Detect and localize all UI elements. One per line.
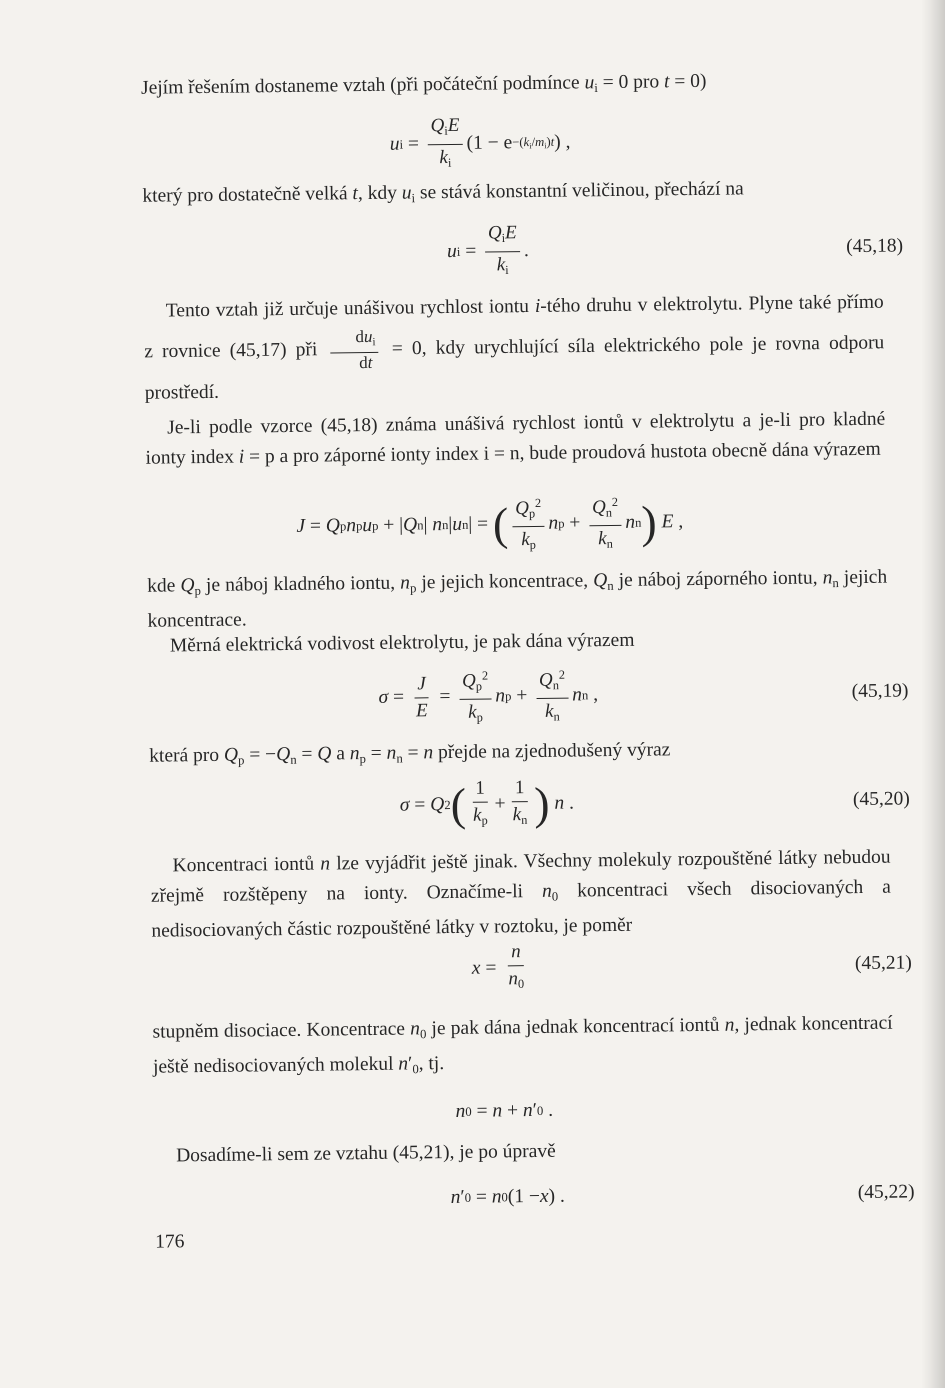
paragraph-5: kde $Q_p$ je náboj kladného iontu, $n_p$ je jejich koncentrace, $Q_n$ je náboj záporného iontu, $n_n$ jejich koncentrace.: [147, 566, 888, 632]
equation-45-19: σ = $\frac{J}{E}$ = $\frac{Q_p^2}{k_p}$ n p + $\frac{Q_n^2}{k_n}$ n n , (45,19): [128, 658, 919, 734]
equation-number: (45,22): [857, 1181, 915, 1204]
page-edge-shadow: [921, 0, 945, 1388]
paragraph-3: Tento vztah již určuje unášivou rychlost iontu i-tého druhu v elektrolytu. Plyne také přímo z rovnice (45,17) při $\frac{du_i}{dt}$ = 0, kdy urychlující síla elektrického pole je rovna odporu prostředí.: [144, 291, 885, 405]
paragraph-10: Dosadíme-li sem ze vztahu (45,21), je po úpravě: [175, 1140, 556, 1167]
book-page: [120, 0, 927, 1388]
equation-current-density: J = Q p n p u p + | Q n | n n | u n | = ( $\frac{Q_p^2}{k_p}$ n p + $\frac{Q_n^2}{k_n}$ n n ) E ,: [126, 486, 917, 562]
paragraph-7: která pro $Q_p = -Q_n = Q$ a $n_p = n_n = n$ přejde na zjednodušený výraz: [149, 739, 671, 768]
paragraph-2: který pro dostatečně velká t, kdy $u_i$ se stává konstantní veličinou, přechází na: [142, 178, 744, 207]
paragraph-8: Koncentraci iontů n lze vyjádřit ještě jinak. Všechny molekuly rozpouštěné látky nebudou zřejmě rozštěpeny na ionty. Označíme-li $n_0$ koncentraci všech disociovaných a nedisociovaných částic rozpouštěné látky v roztoku, je poměr: [150, 846, 892, 942]
equation-45-21: x = $\frac{n}{n_0}$ (45,21): [131, 930, 922, 1006]
equation-45-18: u i = $\frac{Q_iE}{k_i}$ . (45,18): [123, 216, 914, 286]
paragraph-6: Měrná elektrická vodivost elektrolytu, je pak dána výrazem: [169, 629, 635, 657]
equation-number: (45,20): [852, 788, 910, 811]
equation-45-22: n ′ 0 = n 0 (1 − x ) . (45,22): [450, 1181, 915, 1209]
equation-45-20: σ = Q 2 ( $\frac{1}{k_p}$ + $\frac{1}{k_n}$ ) n . (45,20): [129, 766, 920, 842]
paragraph-4: Je-li podle vzorce (45,18) známa unášivá rychlost iontů v elektrolytu a je-li pro kladné ionty index i = p a pro záporné ionty index i = n, bude proudová hustota obecně dána výrazem: [145, 408, 886, 469]
equation-number: (45,19): [851, 680, 909, 703]
equation-total-concentration: n 0 = n + n ′ 0 .: [455, 1099, 554, 1122]
paragraph-9: stupněm disociace. Koncentrace $n_0$ je pak dána jednak koncentrací iontů n, jednak koncentrací ještě nedisociovaných molekul $n'_0$, tj.: [152, 1012, 893, 1078]
equation-solution: u i = $\frac{Q_iE}{k_i}$ (1 − e $-(k_i/m_i)t$ ) ,: [121, 108, 912, 178]
paragraph-1: Jejím řešením dostaneme vztah (při počáteční podmínce $u_i = 0$ pro t = 0): [140, 70, 707, 99]
page-number: 176: [155, 1231, 185, 1253]
equation-number: (45,21): [854, 952, 912, 975]
equation-number: (45,18): [846, 235, 904, 258]
